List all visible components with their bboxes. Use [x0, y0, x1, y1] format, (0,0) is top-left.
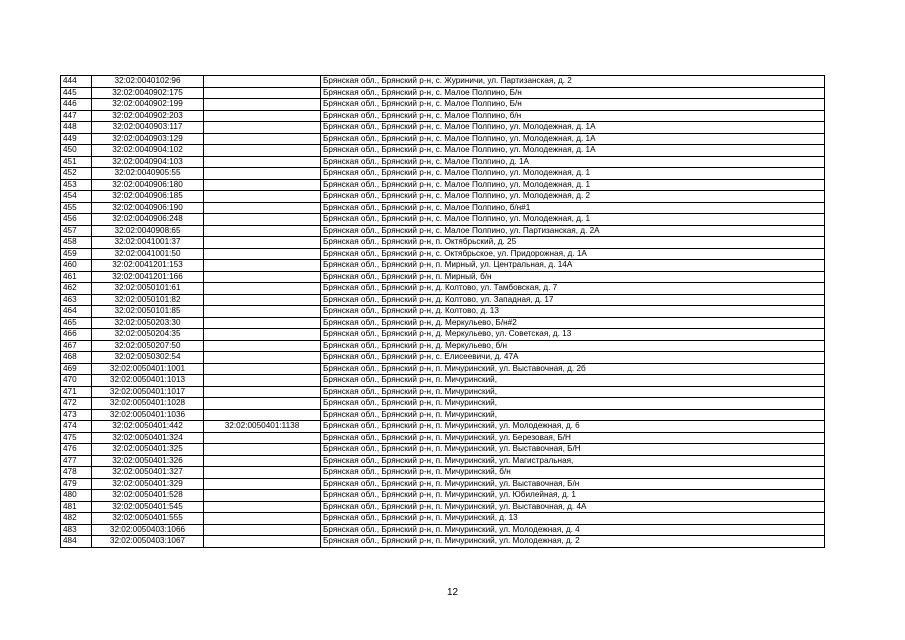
related-cadastral-cell [204, 317, 321, 329]
related-cadastral-cell [204, 536, 321, 548]
cadastral-number-cell: 32:02:0040905:55 [92, 168, 204, 180]
address-cell: Брянская обл., Брянский р-н, п. Мичуринский, ул. Выставочная, Б/Н [321, 444, 825, 456]
related-cadastral-cell [204, 145, 321, 157]
cadastral-number-cell: 32:02:0041001:37 [92, 237, 204, 249]
cadastral-number-cell: 32:02:0040903:117 [92, 122, 204, 134]
row-number-cell: 453 [61, 179, 92, 191]
related-cadastral-cell [204, 329, 321, 341]
row-number-cell: 479 [61, 478, 92, 490]
address-cell: Брянская обл., Брянский р-н, п. Мичуринский, [321, 386, 825, 398]
row-number-cell: 458 [61, 237, 92, 249]
cadastral-number-cell: 32:02:0041001:50 [92, 248, 204, 260]
related-cadastral-cell [204, 409, 321, 421]
related-cadastral-cell [204, 122, 321, 134]
table-row [61, 317, 825, 329]
row-number-cell: 450 [61, 145, 92, 157]
related-cadastral-cell [204, 260, 321, 272]
address-cell: Брянская обл., Брянский р-н, д. Колтово, д. 13 [321, 306, 825, 318]
related-cadastral-cell [204, 191, 321, 203]
row-number-cell: 475 [61, 432, 92, 444]
cadastral-number-cell: 32:02:0050401:325 [92, 444, 204, 456]
related-cadastral-cell [204, 375, 321, 387]
table-row [61, 375, 825, 387]
cadastral-number-cell: 32:02:0040906:185 [92, 191, 204, 203]
row-number-cell: 471 [61, 386, 92, 398]
cadastral-number-cell: 32:02:0040906:190 [92, 202, 204, 214]
table-row [61, 340, 825, 352]
address-cell: Брянская обл., Брянский р-н, п. Мичуринский, ул. Молодежная, д. 6 [321, 421, 825, 433]
cadastral-number-cell: 32:02:0050204:35 [92, 329, 204, 341]
row-number-cell: 449 [61, 133, 92, 145]
row-number-cell: 455 [61, 202, 92, 214]
table-row [61, 87, 825, 99]
address-cell: Брянская обл., Брянский р-н, с. Малое Полпино, ул. Молодежная, д. 1А [321, 122, 825, 134]
row-number-cell: 448 [61, 122, 92, 134]
row-number-cell: 464 [61, 306, 92, 318]
related-cadastral-cell [204, 76, 321, 88]
cadastral-number-cell: 32:02:0050401:1013 [92, 375, 204, 387]
table-row [61, 133, 825, 145]
table-row [61, 110, 825, 122]
cadastral-number-cell: 32:02:0050207:50 [92, 340, 204, 352]
cadastral-number-cell: 32:02:0050401:555 [92, 513, 204, 525]
table-row [61, 156, 825, 168]
row-number-cell: 483 [61, 524, 92, 536]
related-cadastral-cell [204, 202, 321, 214]
row-number-cell: 459 [61, 248, 92, 260]
address-cell: Брянская обл., Брянский р-н, с. Малое Полпино, Б/н [321, 87, 825, 99]
address-cell: Брянская обл., Брянский р-н, п. Мичуринский, ул. Выставочная, д. 4А [321, 501, 825, 513]
row-number-cell: 474 [61, 421, 92, 433]
cadastral-number-cell: 32:02:0050403:1067 [92, 536, 204, 548]
related-cadastral-cell [204, 179, 321, 191]
address-cell: Брянская обл., Брянский р-н, д. Меркульево, ул. Советская, д. 13 [321, 329, 825, 341]
table-row [61, 122, 825, 134]
row-number-cell: 465 [61, 317, 92, 329]
table-row [61, 513, 825, 525]
table-row [61, 260, 825, 272]
address-cell: Брянская обл., Брянский р-н, с. Малое Полпино, ул. Молодежная, д. 1 [321, 179, 825, 191]
cadastral-number-cell: 32:02:0041201:166 [92, 271, 204, 283]
row-number-cell: 484 [61, 536, 92, 548]
address-cell: Брянская обл., Брянский р-н, п. Мичуринский, б/н [321, 467, 825, 479]
table-row [61, 363, 825, 375]
cadastral-number-cell: 32:02:0050401:1001 [92, 363, 204, 375]
row-number-cell: 446 [61, 99, 92, 111]
address-cell: Брянская обл., Брянский р-н, с. Малое Полпино, ул. Молодежная, д. 1А [321, 133, 825, 145]
table-row [61, 467, 825, 479]
cadastral-number-cell: 32:02:0050401:528 [92, 490, 204, 502]
related-cadastral-cell [204, 363, 321, 375]
related-cadastral-cell [204, 99, 321, 111]
related-cadastral-cell [204, 271, 321, 283]
table-row [61, 444, 825, 456]
related-cadastral-cell [204, 398, 321, 410]
address-cell: Брянская обл., Брянский р-н, с. Октябрьское, ул. Придорожная, д. 1А [321, 248, 825, 260]
cadastral-number-cell: 32:02:0050401:442 [92, 421, 204, 433]
related-cadastral-cell [204, 478, 321, 490]
address-cell: Брянская обл., Брянский р-н, п. Мичуринский, д. 13 [321, 513, 825, 525]
related-cadastral-cell [204, 352, 321, 364]
related-cadastral-cell [204, 467, 321, 479]
related-cadastral-cell [204, 237, 321, 249]
related-cadastral-cell [204, 294, 321, 306]
cadastral-number-cell: 32:02:0050401:326 [92, 455, 204, 467]
related-cadastral-cell [204, 110, 321, 122]
address-cell: Брянская обл., Брянский р-н, п. Мичуринский, ул. Молодежная, д. 2 [321, 536, 825, 548]
address-cell: Брянская обл., Брянский р-н, п. Мичуринский, ул. Березовая, Б/Н [321, 432, 825, 444]
row-number-cell: 451 [61, 156, 92, 168]
related-cadastral-cell: 32:02:0050401:1138 [204, 421, 321, 433]
cadastral-number-cell: 32:02:0050403:1066 [92, 524, 204, 536]
address-cell: Брянская обл., Брянский р-н, с. Малое Полпино, б/н#1 [321, 202, 825, 214]
related-cadastral-cell [204, 386, 321, 398]
row-number-cell: 477 [61, 455, 92, 467]
related-cadastral-cell [204, 87, 321, 99]
related-cadastral-cell [204, 156, 321, 168]
cadastral-number-cell: 32:02:0040906:180 [92, 179, 204, 191]
address-cell: Брянская обл., Брянский р-н, с. Малое Полпино, ул. Молодежная, д. 1А [321, 145, 825, 157]
table-row [61, 248, 825, 260]
table-body [61, 76, 825, 548]
table-row [61, 225, 825, 237]
cadastral-number-cell: 32:02:0040903:129 [92, 133, 204, 145]
page-number: 12 [446, 587, 459, 598]
row-number-cell: 470 [61, 375, 92, 387]
row-number-cell: 480 [61, 490, 92, 502]
table-row [61, 294, 825, 306]
related-cadastral-cell [204, 306, 321, 318]
related-cadastral-cell [204, 513, 321, 525]
table-row [61, 398, 825, 410]
row-number-cell: 466 [61, 329, 92, 341]
row-number-cell: 452 [61, 168, 92, 180]
table-row [61, 179, 825, 191]
related-cadastral-cell [204, 214, 321, 226]
cadastral-number-cell: 32:02:0050401:545 [92, 501, 204, 513]
table-row [61, 237, 825, 249]
row-number-cell: 462 [61, 283, 92, 295]
row-number-cell: 468 [61, 352, 92, 364]
address-cell: Брянская обл., Брянский р-н, д. Колтово, ул. Западная, д. 17 [321, 294, 825, 306]
cadastral-number-cell: 32:02:0040902:175 [92, 87, 204, 99]
related-cadastral-cell [204, 432, 321, 444]
table-row [61, 524, 825, 536]
cadastral-number-cell: 32:02:0050401:1028 [92, 398, 204, 410]
table-row [61, 191, 825, 203]
table-row [61, 168, 825, 180]
related-cadastral-cell [204, 444, 321, 456]
cadastral-number-cell: 32:02:0040908:65 [92, 225, 204, 237]
address-cell: Брянская обл., Брянский р-н, с. Журиничи, ул. Партизанская, д. 2 [321, 76, 825, 88]
row-number-cell: 460 [61, 260, 92, 272]
table-row [61, 501, 825, 513]
cadastral-number-cell: 32:02:0050401:1036 [92, 409, 204, 421]
table-row [61, 271, 825, 283]
table-row [61, 283, 825, 295]
address-cell: Брянская обл., Брянский р-н, с. Малое Полпино, д. 1А [321, 156, 825, 168]
cadastral-number-cell: 32:02:0050401:1017 [92, 386, 204, 398]
row-number-cell: 463 [61, 294, 92, 306]
property-table [60, 75, 825, 548]
cadastral-number-cell: 32:02:0050302:54 [92, 352, 204, 364]
address-cell: Брянская обл., Брянский р-н, с. Елисеевичи, д. 47А [321, 352, 825, 364]
address-cell: Брянская обл., Брянский р-н, с. Малое Полпино, б/н [321, 110, 825, 122]
cadastral-number-cell: 32:02:0040102:96 [92, 76, 204, 88]
row-number-cell: 444 [61, 76, 92, 88]
cadastral-number-cell: 32:02:0041201:153 [92, 260, 204, 272]
cadastral-number-cell: 32:02:0050203:30 [92, 317, 204, 329]
table-row [61, 76, 825, 88]
address-cell: Брянская обл., Брянский р-н, п. Мичуринский, [321, 409, 825, 421]
table-row [61, 329, 825, 341]
row-number-cell: 476 [61, 444, 92, 456]
address-cell: Брянская обл., Брянский р-н, д. Меркульево, б/н [321, 340, 825, 352]
related-cadastral-cell [204, 133, 321, 145]
table-row [61, 99, 825, 111]
related-cadastral-cell [204, 501, 321, 513]
address-cell: Брянская обл., Брянский р-н, с. Малое Полпино, ул. Молодежная, д. 1 [321, 168, 825, 180]
table-row [61, 536, 825, 548]
related-cadastral-cell [204, 283, 321, 295]
cadastral-number-cell: 32:02:0050401:327 [92, 467, 204, 479]
table-row [61, 202, 825, 214]
cadastral-number-cell: 32:02:0050101:61 [92, 283, 204, 295]
table-row [61, 352, 825, 364]
address-cell: Брянская обл., Брянский р-н, п. Мичуринский, ул. Магистральная, [321, 455, 825, 467]
related-cadastral-cell [204, 168, 321, 180]
related-cadastral-cell [204, 248, 321, 260]
related-cadastral-cell [204, 340, 321, 352]
address-cell: Брянская обл., Брянский р-н, п. Мирный, ул. Центральная, д. 14А [321, 260, 825, 272]
row-number-cell: 447 [61, 110, 92, 122]
address-cell: Брянская обл., Брянский р-н, п. Мичуринский, ул. Выставочная, д. 2б [321, 363, 825, 375]
address-cell: Брянская обл., Брянский р-н, с. Малое Полпино, ул. Молодежная, д. 2 [321, 191, 825, 203]
address-cell: Брянская обл., Брянский р-н, п. Мичуринский, ул. Выставочная, Б/н [321, 478, 825, 490]
row-number-cell: 478 [61, 467, 92, 479]
row-number-cell: 467 [61, 340, 92, 352]
address-cell: Брянская обл., Брянский р-н, с. Малое Полпино, ул. Молодежная, д. 1 [321, 214, 825, 226]
row-number-cell: 456 [61, 214, 92, 226]
address-cell: Брянская обл., Брянский р-н, п. Мичуринский, [321, 398, 825, 410]
address-cell: Брянская обл., Брянский р-н, п. Мичуринский, ул. Молодежная, д. 4 [321, 524, 825, 536]
related-cadastral-cell [204, 490, 321, 502]
row-number-cell: 445 [61, 87, 92, 99]
row-number-cell: 481 [61, 501, 92, 513]
row-number-cell: 473 [61, 409, 92, 421]
cadastral-number-cell: 32:02:0050101:82 [92, 294, 204, 306]
row-number-cell: 469 [61, 363, 92, 375]
cadastral-number-cell: 32:02:0040902:199 [92, 99, 204, 111]
table-row [61, 409, 825, 421]
table-row [61, 455, 825, 467]
row-number-cell: 482 [61, 513, 92, 525]
address-cell: Брянская обл., Брянский р-н, п. Октябрьский, д. 25 [321, 237, 825, 249]
table-row [61, 432, 825, 444]
row-number-cell: 461 [61, 271, 92, 283]
related-cadastral-cell [204, 524, 321, 536]
table-row [61, 490, 825, 502]
cadastral-number-cell: 32:02:0050401:324 [92, 432, 204, 444]
table-row [61, 421, 825, 433]
table-row [61, 145, 825, 157]
cadastral-number-cell: 32:02:0040906:248 [92, 214, 204, 226]
table-row [61, 214, 825, 226]
related-cadastral-cell [204, 455, 321, 467]
address-cell: Брянская обл., Брянский р-н, п. Мичуринский, [321, 375, 825, 387]
cadastral-number-cell: 32:02:0050101:85 [92, 306, 204, 318]
row-number-cell: 454 [61, 191, 92, 203]
address-cell: Брянская обл., Брянский р-н, д. Меркульево, Б/н#2 [321, 317, 825, 329]
table-row [61, 386, 825, 398]
row-number-cell: 472 [61, 398, 92, 410]
address-cell: Брянская обл., Брянский р-н, с. Малое Полпино, Б/н [321, 99, 825, 111]
address-cell: Брянская обл., Брянский р-н, с. Малое Полпино, ул. Партизанская, д. 2А [321, 225, 825, 237]
cadastral-number-cell: 32:02:0040904:103 [92, 156, 204, 168]
related-cadastral-cell [204, 225, 321, 237]
address-cell: Брянская обл., Брянский р-н, д. Колтово, ул. Тамбовская, д. 7 [321, 283, 825, 295]
address-cell: Брянская обл., Брянский р-н, п. Мичуринский, ул. Юбилейная, д. 1 [321, 490, 825, 502]
address-cell: Брянская обл., Брянский р-н, п. Мирный, б/н [321, 271, 825, 283]
row-number-cell: 457 [61, 225, 92, 237]
table-row [61, 478, 825, 490]
cadastral-number-cell: 32:02:0040902:203 [92, 110, 204, 122]
cadastral-number-cell: 32:02:0050401:329 [92, 478, 204, 490]
table-row [61, 306, 825, 318]
cadastral-number-cell: 32:02:0040904:102 [92, 145, 204, 157]
